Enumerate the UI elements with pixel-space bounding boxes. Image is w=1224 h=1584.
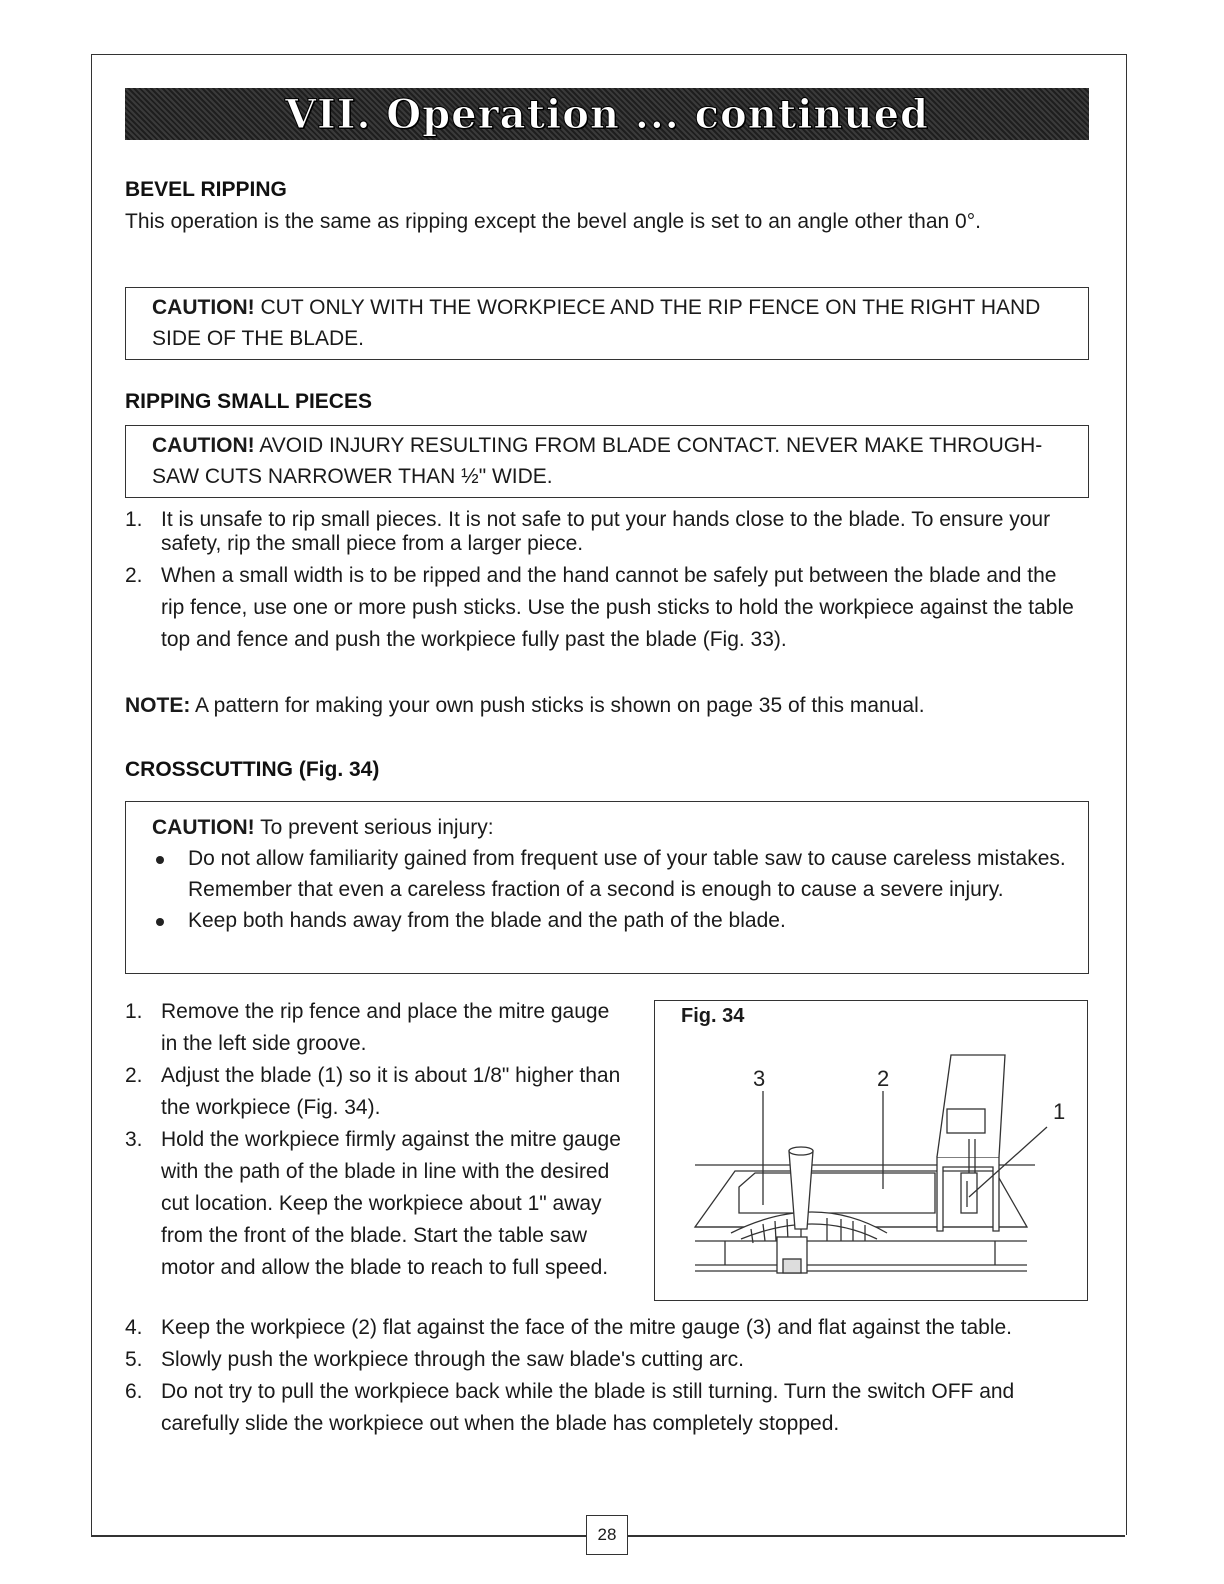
note-text: A pattern for making your own push sticks is shown on page 35 of this manual. — [190, 694, 925, 717]
crosscut-illustration — [655, 1001, 1087, 1300]
ripping-caution-text — [152, 430, 1072, 492]
push-stick-note — [125, 690, 1085, 722]
caution-bullets — [150, 843, 1080, 936]
step-number: 2. — [125, 564, 143, 587]
figure-34 — [654, 1000, 1088, 1301]
bevel-ripping-heading: BEVEL RIPPING — [125, 178, 287, 201]
bevel-caution-text — [152, 292, 1052, 354]
list-item — [125, 508, 1075, 556]
callout-1: 1 — [1053, 1099, 1066, 1124]
step-text: Keep the workpiece (2) flat against the face of the mitre gauge (3) and flat against the table. — [161, 1316, 1013, 1339]
crosscutting-heading: CROSSCUTTING (Fig. 34) — [125, 758, 380, 781]
caution-message: AVOID INJURY RESULTING FROM BLADE CONTACT. NEVER MAKE THROUGH-SAW CUTS NARROWER THAN ½" WIDE. — [152, 434, 1043, 488]
step-text: When a small width is to be ripped and the hand cannot be safely put between the blade and the rip fence, use one or more push sticks. Use the push sticks to hold the workpiece against the table top and fence and push the workpiece fully past the blade (Fig. 33). — [161, 564, 1074, 651]
list-item: Keep both hands away from the blade and the path of the blade. — [150, 905, 1080, 936]
workpiece — [739, 1173, 935, 1213]
step-number: 2. — [125, 1064, 143, 1087]
crosscut-steps-full — [125, 1312, 1085, 1440]
list-item: Do not allow familiarity gained from frequent use of your table saw to cause careless mistakes. Remember that even a careless fraction of a second is enough to cause a severe injury. — [150, 843, 1080, 905]
step-number: 4. — [125, 1316, 143, 1339]
list-item — [125, 1124, 625, 1284]
caution-label: CAUTION! — [152, 296, 255, 319]
ripping-small-heading: RIPPING SMALL PIECES — [125, 390, 372, 413]
section-title: VII. Operation ... continued — [285, 90, 929, 138]
step-number: 6. — [125, 1380, 143, 1403]
step-text: Slowly push the workpiece through the saw blade's cutting arc. — [161, 1348, 744, 1371]
list-item — [125, 1376, 1085, 1440]
step-number: 1. — [125, 1000, 143, 1023]
crosscut-steps-left — [125, 996, 625, 1284]
callout-2: 2 — [877, 1066, 890, 1091]
caution-label: CAUTION! — [152, 434, 255, 457]
section-banner — [125, 88, 1089, 140]
list-item — [125, 1060, 625, 1124]
step-number: 3. — [125, 1128, 143, 1151]
list-item — [125, 560, 1075, 656]
step-text: Do not try to pull the workpiece back while the blade is still turning. Turn the switch OFF and carefully slide the workpiece out when the blade has completely stopped. — [161, 1380, 1015, 1435]
step-number: 1. — [125, 508, 143, 531]
step-text: Hold the workpiece firmly against the mitre gauge with the path of the blade in line with the desired cut location. Keep the workpiece about 1" away from the front of the blade. Start the table saw motor and allow the blade to reach to full speed. — [161, 1128, 621, 1279]
callout-3: 3 — [753, 1066, 766, 1091]
list-item — [125, 1344, 1085, 1376]
footer-rule-left — [91, 1535, 586, 1537]
step-text: Adjust the blade (1) so it is about 1/8" higher than the workpiece (Fig. 34). — [161, 1064, 621, 1119]
list-item — [125, 1312, 1085, 1344]
figure-label: Fig. 34 — [681, 1005, 745, 1027]
caution-label: CAUTION! — [152, 816, 255, 839]
caution-message: To prevent serious injury: — [254, 816, 494, 839]
crosscut-caution-text — [152, 812, 1082, 843]
note-label: NOTE: — [125, 694, 191, 717]
step-text: It is unsafe to rip small pieces. It is not safe to put your hands close to the blade. To ensure your safety, rip the small piece from a larger piece. — [161, 508, 1051, 555]
crosscut-caution-box — [125, 801, 1089, 974]
footer-rule-right — [627, 1535, 1125, 1537]
list-item — [125, 996, 625, 1060]
ripping-caution-box — [125, 425, 1089, 498]
ripping-steps — [125, 508, 1075, 656]
caution-message: CUT ONLY WITH THE WORKPIECE AND THE RIP FENCE ON THE RIGHT HAND SIDE OF THE BLADE. — [152, 296, 1041, 350]
page-number: 28 — [586, 1515, 628, 1555]
bevel-ripping-body: This operation is the same as ripping except the bevel angle is set to an angle other than 0°. — [125, 210, 981, 233]
bevel-caution-box — [125, 287, 1089, 360]
step-text: Remove the rip fence and place the mitre gauge in the left side groove. — [161, 1000, 610, 1055]
front-rail — [725, 1241, 995, 1265]
step-number: 5. — [125, 1348, 143, 1371]
saw-blade — [961, 1173, 977, 1213]
